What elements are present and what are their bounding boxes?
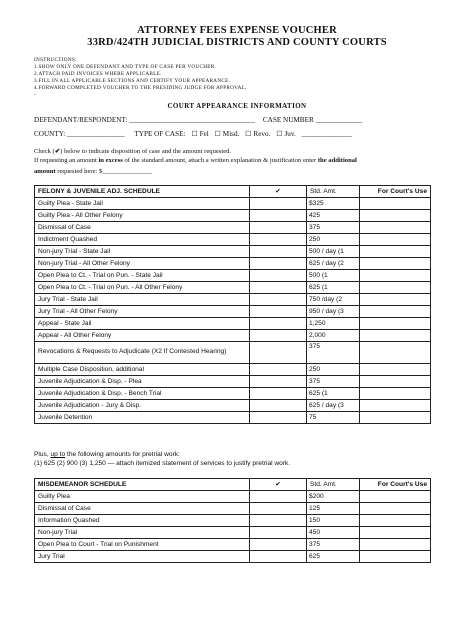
courts-use-cell[interactable] [360,527,431,539]
disposition-label: Juvenile Adjudication - Jury & Disp. [35,400,250,412]
disposition-label: Indictment Quashed [35,234,250,246]
standard-amount: 950 / day (3 [307,306,360,318]
pretrial-pre: Plus, [34,451,51,458]
felony-schedule-row [35,246,431,258]
standard-amount: 375 [307,539,360,551]
disposition-checkbox-cell[interactable] [250,294,307,306]
standard-amount: 150 [307,515,360,527]
standard-amount: 75 [307,412,360,424]
disposition-label: Multiple Case Disposition, additional [35,364,250,376]
misdemeanor-schedule-row [35,491,431,503]
standard-amount: 250 [307,364,360,376]
amount-rest: requested here: $ [55,168,103,175]
misdemeanor-schedule-row [35,503,431,515]
disposition-checkbox-cell[interactable] [250,330,307,342]
standard-amount: 450 [307,527,360,539]
instruction-item: 2.ATTACH PAID INVOICES WHERE APPLICABLE. [34,70,162,77]
felony-schedule-row [35,270,431,282]
case-type-other-field[interactable]: ______________ [301,130,352,138]
case-type-juv-checkbox[interactable]: ☐ [276,130,283,138]
courts-use-header: For Court's Use [360,186,431,198]
courts-use-cell[interactable] [360,491,431,503]
excess-bold: in excess [98,157,123,164]
disposition-label: Guilty Plea - State Jail [35,198,250,210]
felony-schedule-row [35,412,431,424]
courts-use-cell[interactable] [360,282,431,294]
felony-schedule-table [34,185,431,424]
standard-amount: 750 /day (2 [307,294,360,306]
disposition-checkbox-cell[interactable] [250,318,307,330]
case-number-label: CASE NUMBER [262,116,314,124]
check-column-header: ✔ [250,186,307,198]
instructions-heading: INSTRUCTIONS: [34,57,77,63]
disposition-checkbox-cell[interactable] [250,222,307,234]
felony-schedule-body [35,198,431,424]
court-appearance-heading: COURT APPEARANCE INFORMATION [167,102,307,110]
pretrial-line-2: (1) 625 (2) 900 (3) 1,250 — attach itemized statement of services to justify pretrial work. [34,460,291,467]
instruction-item: 1.SHOW ONLY ONE DEFENDANT AND TYPE OF CASE PER VOUCHER. [34,63,217,70]
courts-use-cell[interactable] [360,246,431,258]
felony-schedule-row [35,210,431,222]
courts-use-cell[interactable] [360,388,431,400]
disposition-label: Revocations & Requests to Adjudicate (X2 If Contested Hearing) [35,342,250,364]
disposition-label: Jury Trial - State Jail [35,294,250,306]
disposition-checkbox-cell[interactable] [250,246,307,258]
pretrial-underlined: up to [50,451,66,458]
disposition-checkbox-cell[interactable] [250,515,307,527]
standard-amount: 625 [307,551,360,563]
case-type-misd-checkbox[interactable]: ☐ [214,130,221,138]
courts-use-cell[interactable] [360,258,431,270]
felony-schedule-row [35,388,431,400]
felony-schedule-row [35,400,431,412]
disposition-label: Jury Trial - All Other Felony [35,306,250,318]
amount-requested-line [34,168,152,175]
pretrial-post: the following amounts for pretrial work: [65,451,180,458]
disposition-checkbox-cell[interactable] [250,306,307,318]
disposition-checkbox-cell[interactable] [250,364,307,376]
instruction-item: 4.FORWARD COMPLETED VOUCHER TO THE PRESIDING JUDGE FOR APPROVAL. [34,84,247,91]
misdemeanor-schedule-row [35,515,431,527]
disposition-label: Juvenile Adjudication & Disp. - Bench Trial [35,388,250,400]
excess-bold-end: the additional [317,157,357,164]
courts-use-cell[interactable] [360,210,431,222]
disposition-checkbox-cell[interactable] [250,198,307,210]
standard-amount: $200 [307,491,360,503]
defendant-line [34,116,362,124]
document-subtitle: 33RD/424TH JUDICIAL DISTRICTS AND COUNTY COURTS [87,37,387,48]
standard-amount: 250 [307,234,360,246]
defendant-field[interactable]: ___________________________________ [129,116,256,124]
disposition-label: Appeal - All Other Felony [35,330,250,342]
disposition-checkbox-cell[interactable] [250,551,307,563]
disposition-label: Guilty Plea [35,491,250,503]
standard-amount: 625 / day (3 [307,400,360,412]
standard-amount: 425 [307,210,360,222]
check-instruction-prefix: Check ( [34,148,55,155]
type-of-case-label: TYPE OF CASE: [134,130,186,138]
disposition-label: Open Plea to Ct. - Trial on Pun. - State Jail [35,270,250,282]
amount-requested-field[interactable]: _______________ [102,168,152,175]
courts-use-cell[interactable] [360,198,431,210]
disposition-label: Appeal - State Jail [35,318,250,330]
felony-schedule-row [35,364,431,376]
courts-use-cell[interactable] [360,318,431,330]
excess-prefix: If requesting an amount [34,157,99,164]
disposition-checkbox-cell[interactable] [250,491,307,503]
pretrial-line-1 [34,450,290,459]
disposition-label: Juvenile Detention [35,412,250,424]
courts-use-cell[interactable] [360,503,431,515]
disposition-checkbox-cell[interactable] [250,282,307,294]
felony-schedule-title: FELONY & JUVENILE ADJ. SCHEDULE [35,186,250,198]
misdemeanor-schedule-title: MISDEMEANOR SCHEDULE [35,479,250,491]
courts-use-cell[interactable] [360,234,431,246]
disposition-label: Juvenile Adjudication & Disp. - Plea [35,376,250,388]
county-label: COUNTY: [34,130,66,138]
felony-schedule-row [35,342,431,364]
courts-use-cell[interactable] [360,270,431,282]
disposition-checkbox-cell[interactable] [250,527,307,539]
check-instruction-suffix: ) below to indicate disposition of case and the amount requested. [60,148,232,155]
case-type-juv-label: Juv. [284,130,296,138]
disposition-checkbox-cell[interactable] [250,342,307,364]
disposition-checkbox-cell[interactable] [250,258,307,270]
standard-amount: 625 / day (2 [307,258,360,270]
disposition-label: Open Plea to Ct. - Trial on Pun. - All Other Felony [35,282,250,294]
disposition-checkbox-cell[interactable] [250,400,307,412]
disposition-label: Dismissal of Case [35,222,250,234]
pretrial-note [34,450,290,468]
excess-instruction [34,157,357,164]
document-title: ATTORNEY FEES EXPENSE VOUCHER [137,25,337,36]
defendant-label: DEFENDANT/RESPONDENT: [34,116,128,124]
courts-use-cell[interactable] [360,400,431,412]
disposition-checkbox-cell[interactable] [250,503,307,515]
check-instruction [34,147,231,155]
felony-schedule-row [35,258,431,270]
disposition-label: Guilty Plea - All Other Felony [35,210,250,222]
case-type-felony-label: Fel [199,130,209,138]
case-number-field[interactable]: _____________ [315,116,363,124]
standard-amount: $325 [307,198,360,210]
standard-amount: 375 [307,222,360,234]
felony-schedule-row [35,222,431,234]
disposition-checkbox-cell[interactable] [250,270,307,282]
felony-schedule-row [35,318,431,330]
case-type-revo-label: Revo. [253,130,271,138]
standard-amount: 500 (1 [307,270,360,282]
excess-mid: of the standard amount, attach a written explanation & justification enter [122,157,318,164]
disposition-checkbox-cell[interactable] [250,376,307,388]
felony-schedule-row [35,294,431,306]
disposition-label: Information Quashed [35,515,250,527]
disposition-label: Open Plea to Court - Trial on Punishment [35,539,250,551]
standard-amount: 500 / day (1 [307,246,360,258]
standard-amount: 2,000 [307,330,360,342]
courts-use-cell[interactable] [360,306,431,318]
misdemeanor-schedule-row [35,527,431,539]
disposition-checkbox-cell[interactable] [250,234,307,246]
case-type-revo-checkbox[interactable]: ☐ [245,130,252,138]
misdemeanor-schedule-body [35,491,431,563]
disposition-checkbox-cell[interactable] [250,388,307,400]
checkmark-icon: ✔ [54,148,61,155]
disposition-label: Non-jury Trial [35,527,250,539]
misdemeanor-schedule-header [35,479,431,491]
standard-amount: 375 [307,342,360,364]
misdemeanor-schedule-table [34,478,431,563]
felony-schedule-header [35,186,431,198]
standard-amount: 625 (1 [307,282,360,294]
standard-amount: 625 (1 [307,388,360,400]
instructions-block [34,57,247,98]
felony-schedule-row [35,376,431,388]
courts-use-cell[interactable] [360,412,431,424]
disposition-label: Dismissal of Case [35,503,250,515]
std-amt-header: Std. Amt. [307,186,360,198]
standard-amount: 375 [307,376,360,388]
case-type-felony-checkbox[interactable]: ☐ [191,130,198,138]
case-type-misd-label: Misd. [222,130,240,138]
courts-use-header: For Court's Use [360,479,431,491]
disposition-label: Non-jury Trial - All Other Felony [35,258,250,270]
instruction-trailing-mark: - [34,91,37,98]
county-line [34,129,352,138]
misdemeanor-schedule-row [35,539,431,551]
felony-schedule-row [35,282,431,294]
amount-bold: amount [34,168,56,175]
misdemeanor-schedule-row [35,551,431,563]
courts-use-cell[interactable] [360,222,431,234]
disposition-label: Non-jury Trial - State Jail [35,246,250,258]
standard-amount: 125 [307,503,360,515]
disposition-checkbox-cell[interactable] [250,539,307,551]
disposition-label: Jury Trial [35,551,250,563]
standard-amount: 1,250 [307,318,360,330]
disposition-checkbox-cell[interactable] [250,412,307,424]
courts-use-cell[interactable] [360,330,431,342]
courts-use-cell[interactable] [360,539,431,551]
felony-schedule-row [35,330,431,342]
courts-use-cell[interactable] [360,515,431,527]
courts-use-cell[interactable] [360,551,431,563]
county-field[interactable]: ________________ [67,130,125,138]
courts-use-cell[interactable] [360,376,431,388]
courts-use-cell[interactable] [360,364,431,376]
felony-schedule-row [35,234,431,246]
courts-use-cell[interactable] [360,294,431,306]
instruction-item: 3.FILL IN ALL APPLICABLE SECTIONS AND CERTIFY YOUR APPEARANCE. [34,77,231,84]
disposition-checkbox-cell[interactable] [250,210,307,222]
courts-use-cell[interactable] [360,342,431,364]
felony-schedule-row [35,198,431,210]
check-column-header: ✔ [250,479,307,491]
felony-schedule-row [35,306,431,318]
std-amt-header: Std. Amt. [307,479,360,491]
